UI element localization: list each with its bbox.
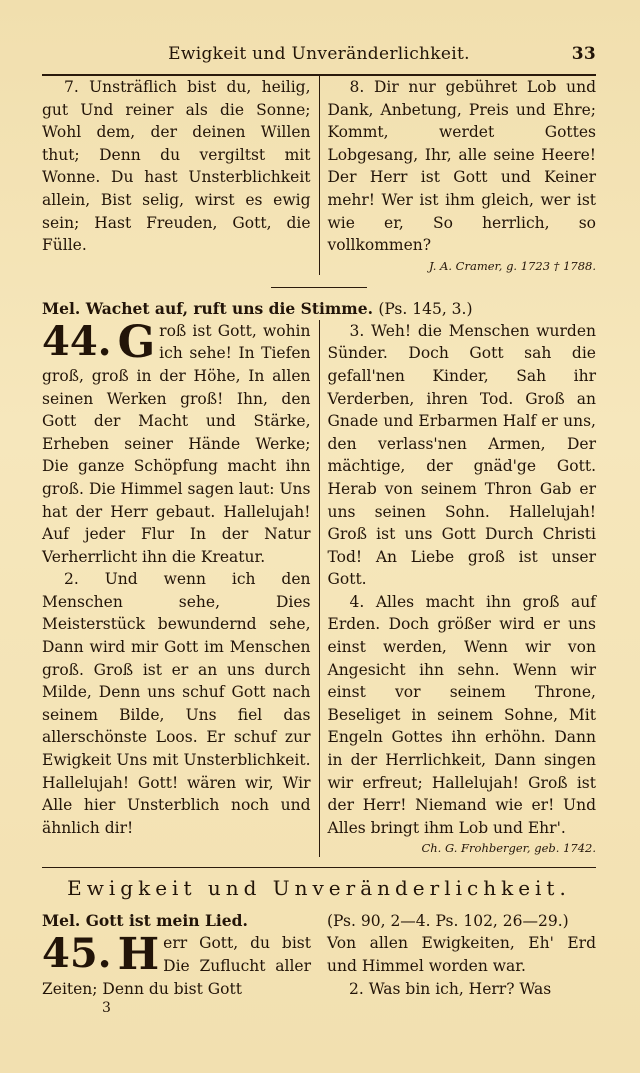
hymn-44-mel-text: Mel. Wachet auf, ruft uns die Stimme.	[42, 298, 373, 318]
hymn-44-verse-1-text: roß ist Gott, wohin ich sehe! In Tiefen groß, groß in der Höhe, In allen seinen Werken groß! Ihn, den Gott der Macht und Stärke, Erheben seiner Hände Werke; Die ganze Schöpfung macht ihn groß. Die Himmel sagen laut: Uns hat der Herr gebaut. Hallelujah! Auf jeder Flur In der Natur Verherrlicht ihn die Kreatur.	[42, 321, 311, 566]
hymn-44-initial: G	[117, 316, 156, 368]
hymn-44-verse-2: 2. Und wenn ich den Menschen sehe, Dies Meisterstück bewundernd sehe, Dann wird mir Gott im Menschen groß. Groß ist er an uns durch Milde, Denn uns schuf Gott nach seinem Bilde, Uns fiel das allerschönste Loos. Er schuf zur Ewigkeit Uns mit Unsterblichkeit. Hallelujah! Gott! wären wir, Wir Alle hier Unsterblich noch und ähnlich dir!	[42, 570, 311, 837]
separator-rule	[271, 287, 367, 288]
hymn-45-verse-1-text: err Gott, du bist Die Zuflucht aller Zeiten; Denn du bist Gott	[42, 934, 311, 998]
page-number: 33	[571, 44, 596, 64]
signature-mark: 3	[102, 1000, 111, 1017]
section-title: Ewigkeit und Unveränderlichkeit.	[67, 876, 571, 901]
hymn-45-verse-1	[42, 929, 311, 1000]
hymn-44-number: 44.	[42, 317, 112, 365]
verse-7: 7. Unsträflich bist du, heilig, gut Und reiner als die Sonne; Wohl dem, der deinen Willen thut; Denn du vergiltst mit Wonne. Du hast Unsterblichkeit allein, Bist selig, wirst es ewig sein; Hast Freuden, Gott, die Fülle.	[42, 78, 311, 255]
hymn-45-verse-2: 2. Was bin ich, Herr? Was	[349, 979, 552, 998]
hymn-44-verse-4: 4. Alles macht ihn groß auf Erden. Doch größer wird er uns einst werden, Wenn wir von Angesicht ihn sehn. Wenn wir einst vor seinem Throne, Beseliget in seinem Sohne, Mit Engeln Gottes ihn erhöhn. Dann in der Herrlichkeit, Dann singen wir erfreut; Hallelujah! Groß ist der Herr! Niemand wie er! Und Alles bringt ihm Lob und Ehr'.	[327, 592, 596, 837]
hymn-44-verse-3: 3. Weh! die Menschen wurden Sünder. Doch Gott sah die gefall'nen Kinder, Sah ihr Verderben, ihren Tod. Groß an Gnade und Erbarmen Half er uns, den verlass'nen Armen, Der mächtige, der gnäd'ge Gott. Herab von seinem Thron Gab er uns seinen Sohn. Hallelujah! Groß ist uns Gott Durch Christi Tod! An Liebe groß ist unser Gott.	[327, 321, 596, 589]
hymn-45-melody: Mel. Gott ist mein Lied.	[42, 911, 248, 931]
hymn-45-ref: (Ps. 90, 2—4. Ps. 102, 26—29.)	[327, 912, 569, 931]
header-title: Ewigkeit und Unveränderlichkeit.	[168, 44, 470, 64]
hymn-45-verse-1-cont: Von allen Ewigkeiten, Eh' Erd und Himmel worden war.	[327, 934, 596, 975]
top-verses	[42, 76, 596, 275]
hymn-44-verse-1	[42, 316, 311, 569]
author-frohberger: Ch. G. Frohberger, geb. 1742.	[421, 841, 596, 856]
hymn-45	[42, 910, 596, 1016]
hymn-45-number: 45.	[42, 930, 112, 978]
author-cramer: J. A. Cramer, g. 1723 † 1788.	[429, 258, 596, 273]
running-header	[42, 44, 596, 74]
hymn-44	[42, 316, 596, 858]
hymn-45-initial: H	[117, 929, 160, 981]
hymn-44-ref: (Ps. 145, 3.)	[378, 299, 473, 318]
verse-8: 8. Dir nur gebühret Lob und Dank, Anbetung, Preis und Ehre; Kommt, werdet Gottes Lobgesang, Ihr, alle seine Heere! Der Herr ist Gott und Keiner mehr! Wer ist ihm gleich, wer ist wie er, So herrlich, so vollkommen?	[327, 78, 596, 255]
